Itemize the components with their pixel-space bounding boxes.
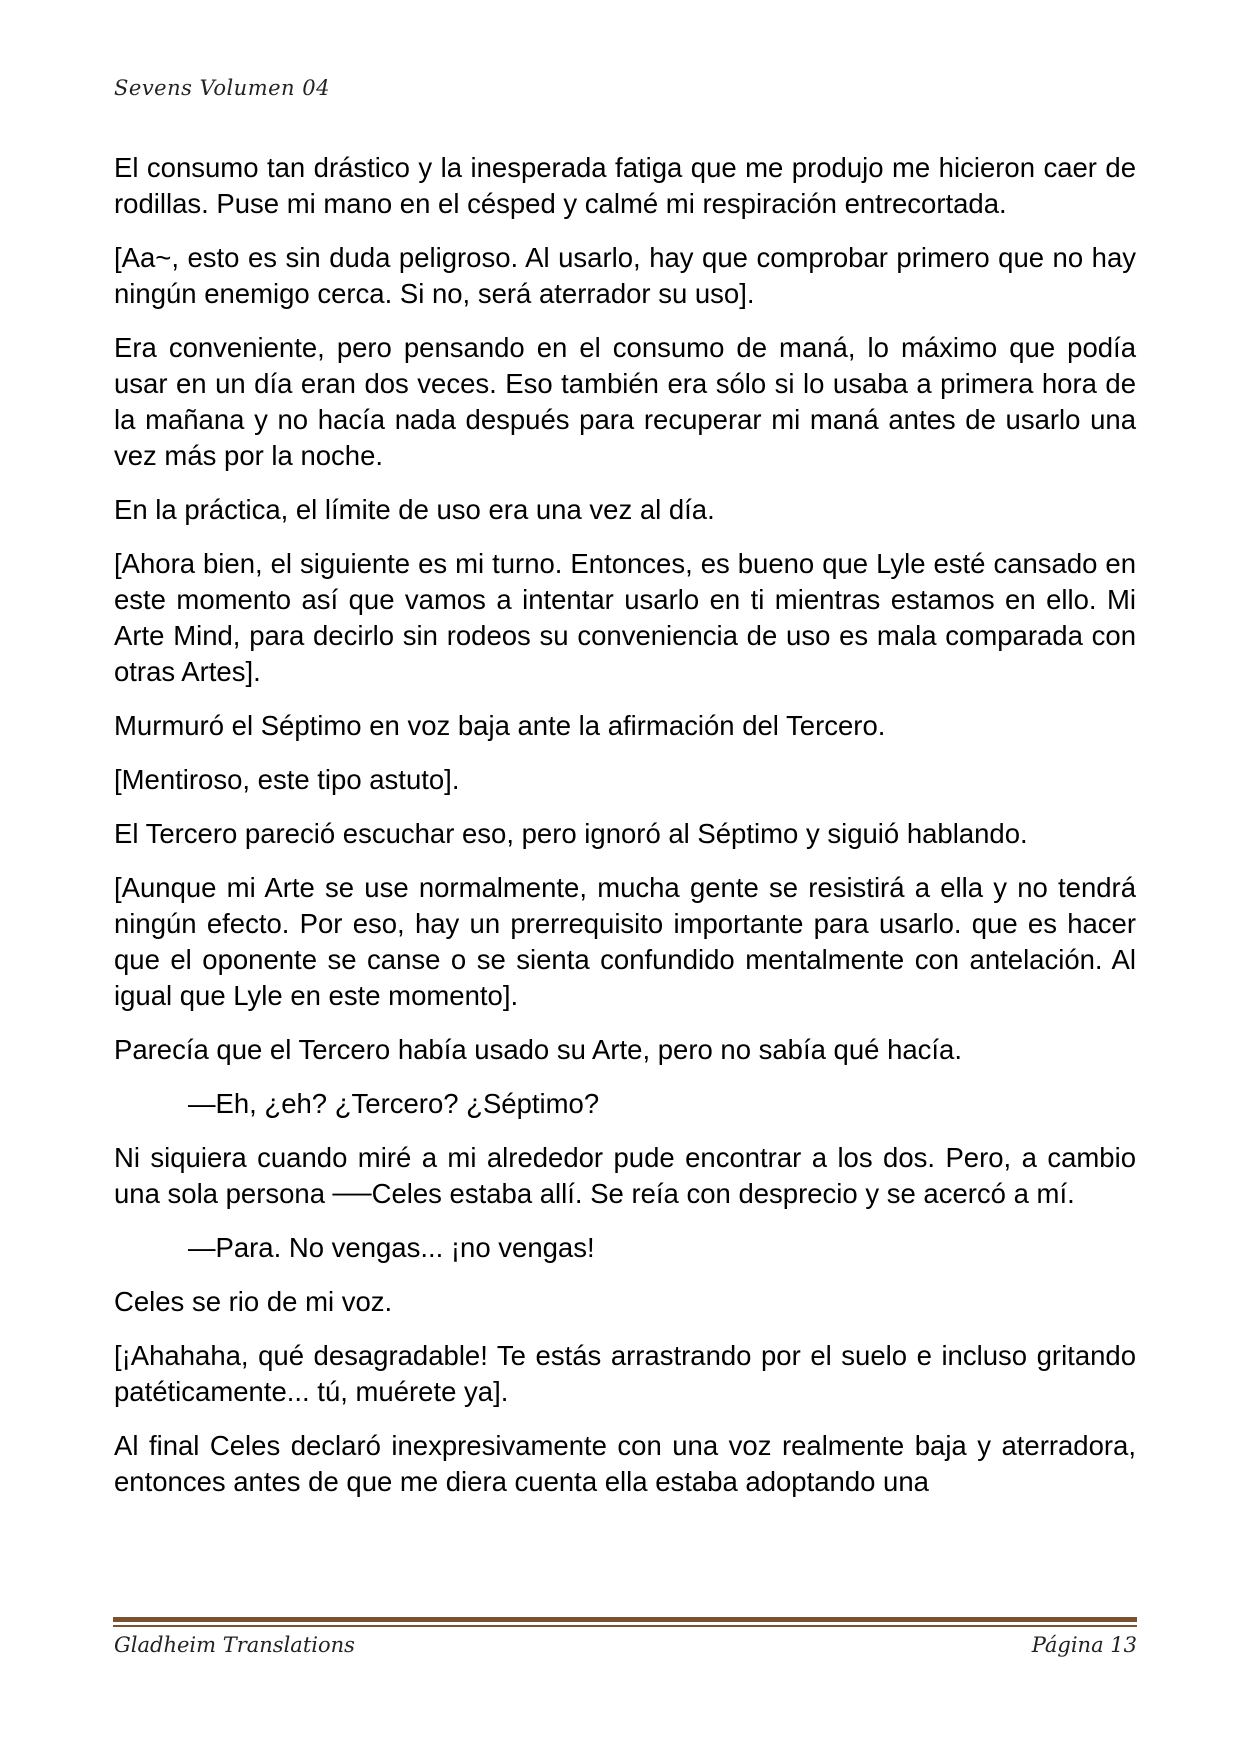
paragraph: Murmuró el Séptimo en voz baja ante la afirmación del Tercero. xyxy=(114,710,886,741)
paragraph: [¡Ahahaha, qué desagradable! Te estás arrastrando por el suelo e incluso gritando patéticamente... tú, muérete ya]. xyxy=(114,1340,1136,1407)
dialogue-line: —Para. No vengas... ¡no vengas! xyxy=(188,1232,595,1263)
page-body xyxy=(114,150,1136,1500)
paragraph: Era conveniente, pero pensando en el consumo de maná, lo máximo que podía usar en un día eran dos veces. Eso también era sólo si lo usaba a primera hora de la mañana y no hacía nada después para recuperar mi maná antes de usarlo una vez más por la noche. xyxy=(114,332,1136,471)
footer-page-number: Página 13 xyxy=(1031,1633,1137,1657)
footer-divider xyxy=(113,1617,1137,1622)
paragraph: Celes se rio de mi voz. xyxy=(114,1286,393,1317)
paragraph: [Aa~, esto es sin duda peligroso. Al usarlo, hay que comprobar primero que no hay ningún enemigo cerca. Si no, será aterrador su uso]. xyxy=(114,242,1136,309)
dialogue-line: —Eh, ¿eh? ¿Tercero? ¿Séptimo? xyxy=(188,1088,600,1119)
paragraph: Al final Celes declaró inexpresivamente con una voz realmente baja y aterradora, entonces antes de que me diera cuenta ella estaba adoptando una xyxy=(114,1430,1136,1497)
paragraph: En la práctica, el límite de uso era una vez al día. xyxy=(114,494,715,525)
paragraph: Parecía que el Tercero había usado su Arte, pero no sabía qué hacía. xyxy=(114,1034,962,1065)
paragraph: [Aunque mi Arte se use normalmente, mucha gente se resistirá a ella y no tendrá ningún efecto. Por eso, hay un prerrequisito importante para usarlo. que es hacer que el oponente se canse o se sienta confundido mentalmente con antelación. Al igual que Lyle en este momento]. xyxy=(114,872,1136,1011)
paragraph: Ni siquiera cuando miré a mi alrededor pude encontrar a los dos. Pero, a cambio una sola persona ──Celes estaba allí. Se reía con desprecio y se acercó a mí. xyxy=(114,1142,1136,1209)
footer-translator-credit: Gladheim Translations xyxy=(114,1633,355,1657)
paragraph: El consumo tan drástico y la inesperada fatiga que me produjo me hicieron caer de rodillas. Puse mi mano en el césped y calmé mi respiración entrecortada. xyxy=(114,152,1136,219)
paragraph: [Mentiroso, este tipo astuto]. xyxy=(114,764,460,795)
paragraph: [Ahora bien, el siguiente es mi turno. Entonces, es bueno que Lyle esté cansado en este momento así que vamos a intentar usarlo en ti mientras estamos en ello. Mi Arte Mind, para decirlo sin rodeos su conveniencia de uso es mala comparada con otras Artes]. xyxy=(114,548,1136,687)
page-header-title: Sevens Volumen 04 xyxy=(114,76,330,100)
footer-divider-thin xyxy=(113,1625,1137,1627)
paragraph: El Tercero pareció escuchar eso, pero ignoró al Séptimo y siguió hablando. xyxy=(114,818,1028,849)
